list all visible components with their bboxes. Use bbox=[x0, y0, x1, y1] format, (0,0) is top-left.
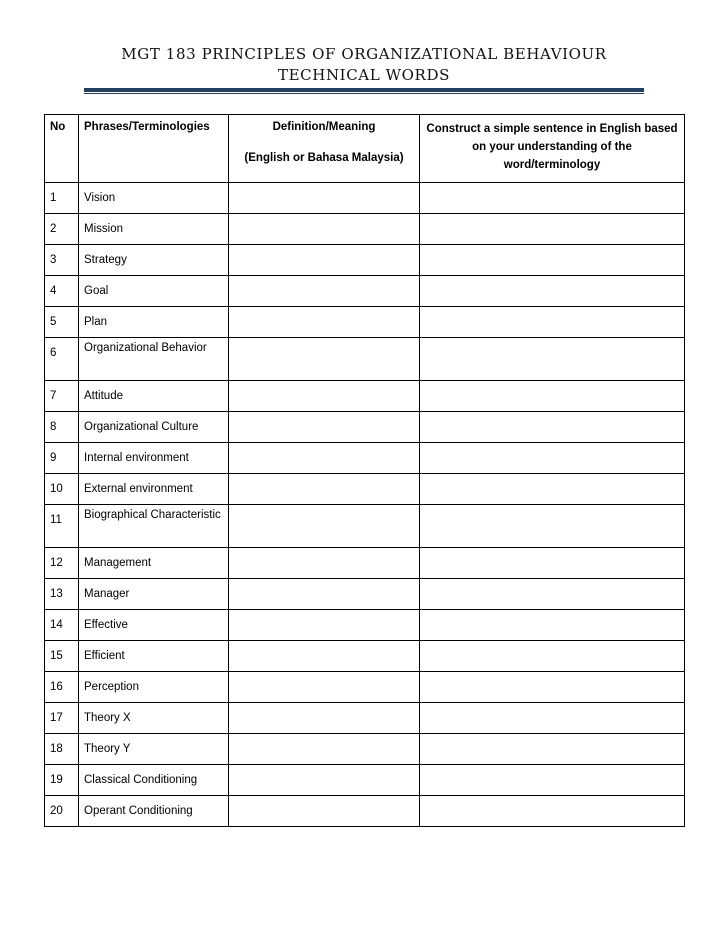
row-number: 18 bbox=[45, 734, 79, 765]
table-row bbox=[45, 245, 685, 276]
row-number: 5 bbox=[45, 307, 79, 338]
row-term: Organizational Behavior bbox=[79, 338, 229, 381]
row-term: Management bbox=[79, 548, 229, 579]
table-row bbox=[45, 412, 685, 443]
row-number: 17 bbox=[45, 703, 79, 734]
definition-cell[interactable] bbox=[229, 672, 420, 703]
row-number: 19 bbox=[45, 765, 79, 796]
sentence-cell[interactable] bbox=[420, 381, 685, 412]
sentence-cell[interactable] bbox=[420, 672, 685, 703]
row-number: 14 bbox=[45, 610, 79, 641]
definition-cell[interactable] bbox=[229, 765, 420, 796]
document-header bbox=[0, 44, 728, 86]
row-number: 6 bbox=[45, 338, 79, 381]
sentence-cell[interactable] bbox=[420, 734, 685, 765]
row-number: 20 bbox=[45, 796, 79, 827]
table-row bbox=[45, 641, 685, 672]
table-row bbox=[45, 443, 685, 474]
definition-cell[interactable] bbox=[229, 183, 420, 214]
table-row bbox=[45, 381, 685, 412]
sentence-cell[interactable] bbox=[420, 276, 685, 307]
sentence-cell[interactable] bbox=[420, 412, 685, 443]
row-term: Operant Conditioning bbox=[79, 796, 229, 827]
row-term: Internal environment bbox=[79, 443, 229, 474]
row-term: Attitude bbox=[79, 381, 229, 412]
table-row bbox=[45, 796, 685, 827]
sentence-cell[interactable] bbox=[420, 765, 685, 796]
row-number: 1 bbox=[45, 183, 79, 214]
table-row bbox=[45, 703, 685, 734]
table-row bbox=[45, 672, 685, 703]
sentence-cell[interactable] bbox=[420, 610, 685, 641]
definition-cell[interactable] bbox=[229, 338, 420, 381]
row-term: Vision bbox=[79, 183, 229, 214]
page-title: MGT 183 PRINCIPLES OF ORGANIZATIONAL BEHAVIOUR bbox=[121, 45, 607, 63]
row-term: External environment bbox=[79, 474, 229, 505]
table-row bbox=[45, 548, 685, 579]
sentence-cell[interactable] bbox=[420, 641, 685, 672]
sentence-cell[interactable] bbox=[420, 214, 685, 245]
sentence-cell[interactable] bbox=[420, 183, 685, 214]
row-number: 8 bbox=[45, 412, 79, 443]
row-number: 15 bbox=[45, 641, 79, 672]
table-body bbox=[45, 183, 685, 827]
row-number: 7 bbox=[45, 381, 79, 412]
sentence-cell[interactable] bbox=[420, 307, 685, 338]
definition-cell[interactable] bbox=[229, 412, 420, 443]
row-number: 2 bbox=[45, 214, 79, 245]
column-header-no: No bbox=[45, 115, 79, 183]
row-number: 16 bbox=[45, 672, 79, 703]
row-number: 12 bbox=[45, 548, 79, 579]
definition-cell[interactable] bbox=[229, 548, 420, 579]
sentence-cell[interactable] bbox=[420, 579, 685, 610]
row-number: 10 bbox=[45, 474, 79, 505]
sentence-cell[interactable] bbox=[420, 338, 685, 381]
table-row bbox=[45, 474, 685, 505]
row-number: 3 bbox=[45, 245, 79, 276]
definition-header-label: Definition/Meaning bbox=[272, 121, 376, 133]
definition-cell[interactable] bbox=[229, 703, 420, 734]
row-number: 13 bbox=[45, 579, 79, 610]
definition-cell[interactable] bbox=[229, 641, 420, 672]
table-row bbox=[45, 765, 685, 796]
definition-cell[interactable] bbox=[229, 734, 420, 765]
row-term: Effective bbox=[79, 610, 229, 641]
row-number: 11 bbox=[45, 505, 79, 548]
table-row bbox=[45, 276, 685, 307]
row-term: Biographical Characteristic bbox=[79, 505, 229, 548]
column-header-phrases: Phrases/Terminologies bbox=[79, 115, 229, 183]
row-term: Plan bbox=[79, 307, 229, 338]
row-number: 9 bbox=[45, 443, 79, 474]
title-rule-thin bbox=[84, 93, 644, 94]
row-term: Manager bbox=[79, 579, 229, 610]
sentence-cell[interactable] bbox=[420, 245, 685, 276]
row-term: Mission bbox=[79, 214, 229, 245]
table-row bbox=[45, 579, 685, 610]
terminology-table bbox=[44, 114, 685, 827]
row-term: Strategy bbox=[79, 245, 229, 276]
row-term: Goal bbox=[79, 276, 229, 307]
table-row bbox=[45, 610, 685, 641]
row-term: Organizational Culture bbox=[79, 412, 229, 443]
sentence-cell[interactable] bbox=[420, 474, 685, 505]
sentence-cell[interactable] bbox=[420, 703, 685, 734]
table-row bbox=[45, 505, 685, 548]
row-term: Theory X bbox=[79, 703, 229, 734]
row-term: Perception bbox=[79, 672, 229, 703]
table-row bbox=[45, 214, 685, 245]
table-row bbox=[45, 183, 685, 214]
row-number: 4 bbox=[45, 276, 79, 307]
title-rule-thick bbox=[84, 88, 644, 92]
row-term: Classical Conditioning bbox=[79, 765, 229, 796]
sentence-cell[interactable] bbox=[420, 443, 685, 474]
page-subtitle: TECHNICAL WORDS bbox=[278, 66, 450, 84]
definition-cell[interactable] bbox=[229, 579, 420, 610]
row-term: Theory Y bbox=[79, 734, 229, 765]
definition-cell[interactable] bbox=[229, 610, 420, 641]
sentence-cell[interactable] bbox=[420, 796, 685, 827]
definition-cell[interactable] bbox=[229, 505, 420, 548]
definition-cell[interactable] bbox=[229, 796, 420, 827]
sentence-cell[interactable] bbox=[420, 505, 685, 548]
definition-cell[interactable] bbox=[229, 307, 420, 338]
table-row bbox=[45, 338, 685, 381]
sentence-cell[interactable] bbox=[420, 548, 685, 579]
table-row bbox=[45, 307, 685, 338]
column-header-sentence bbox=[420, 115, 685, 183]
table-row bbox=[45, 734, 685, 765]
sentence-header-label: Construct a simple sentence in English based on your understanding of the word/terminology bbox=[426, 123, 678, 171]
definition-cell[interactable] bbox=[229, 276, 420, 307]
definition-cell[interactable] bbox=[229, 245, 420, 276]
row-term: Efficient bbox=[79, 641, 229, 672]
definition-header-note: (English or Bahasa Malaysia) bbox=[244, 152, 404, 164]
definition-cell[interactable] bbox=[229, 443, 420, 474]
column-header-definition bbox=[229, 115, 420, 183]
definition-cell[interactable] bbox=[229, 214, 420, 245]
table-header-row bbox=[45, 115, 685, 183]
definition-cell[interactable] bbox=[229, 474, 420, 505]
definition-cell[interactable] bbox=[229, 381, 420, 412]
